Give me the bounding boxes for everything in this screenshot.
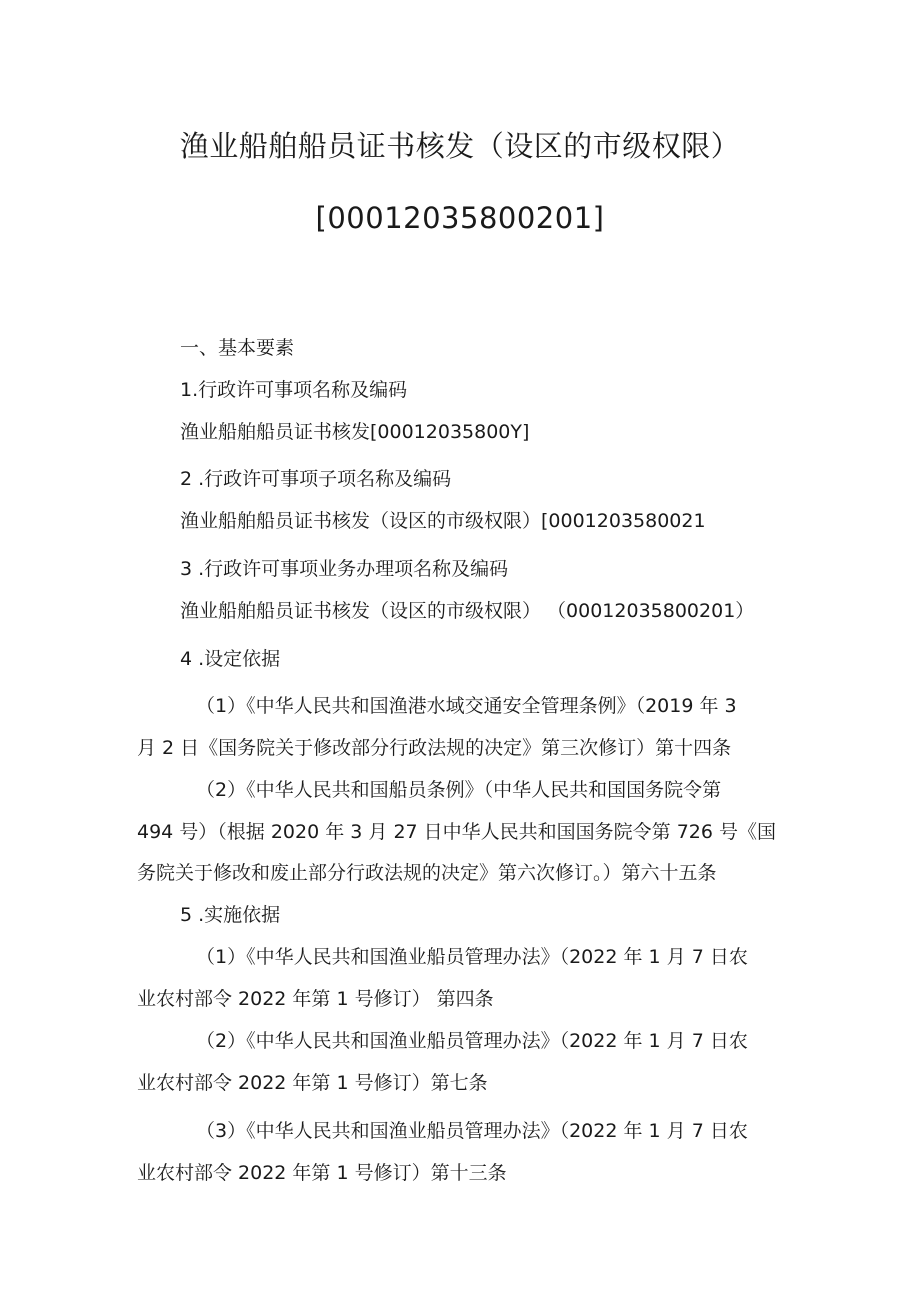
basis-1-line-2: 月 2 日《国务院关于修改部分行政法规的决定》第三次修订）第十四条 [137,737,732,759]
section-heading-basic-elements: 一、基本要素 [180,337,295,359]
item-3-value: 渔业船舶船员证书核发（设区的市级权限） （00012035800201） [180,600,755,622]
item-3-heading: 3 .行政许可事项业务办理项名称及编码 [180,558,509,580]
document-title-code: [00012035800201] [315,201,605,235]
document-title-line-1: 渔业船舶船员证书核发（设区的市级权限） [179,129,741,163]
item-1-value: 渔业船舶船员证书核发[00012035800Y] [180,421,530,443]
impl-1-line-1: （1）《中华人民共和国渔业船员管理办法》（2022 年 1 月 7 日农 [196,946,748,968]
basis-2-line-1: （2）《中华人民共和国船员条例》（中华人民共和国国务院令第 [196,779,722,801]
item-5-heading: 5 .实施依据 [180,904,281,926]
impl-3-line-1: （3）《中华人民共和国渔业船员管理办法》（2022 年 1 月 7 日农 [196,1120,748,1142]
item-2-heading: 2 .行政许可事项子项名称及编码 [180,468,452,490]
basis-2-line-3: 务院关于修改和废止部分行政法规的决定》第六次修订。）第六十五条 [137,862,717,884]
basis-2-line-2: 494 号）（根据 2020 年 3 月 27 日中华人民共和国国务院令第 726 号《国 [137,821,777,843]
item-4-heading: 4 .设定依据 [180,648,281,670]
basis-1-line-1: （1）《中华人民共和国渔港水域交通安全管理条例》（2019 年 3 [196,695,737,717]
item-2-value: 渔业船舶船员证书核发（设区的市级权限）[0001203580021 [180,510,706,532]
impl-3-line-2: 业农村部令 2022 年第 1 号修订）第十三条 [137,1162,507,1184]
item-1-heading: 1.行政许可事项名称及编码 [180,379,408,401]
impl-1-line-2: 业农村部令 2022 年第 1 号修订） 第四条 [137,988,494,1010]
impl-2-line-2: 业农村部令 2022 年第 1 号修订）第七条 [137,1072,488,1094]
impl-2-line-1: （2）《中华人民共和国渔业船员管理办法》（2022 年 1 月 7 日农 [196,1030,748,1052]
